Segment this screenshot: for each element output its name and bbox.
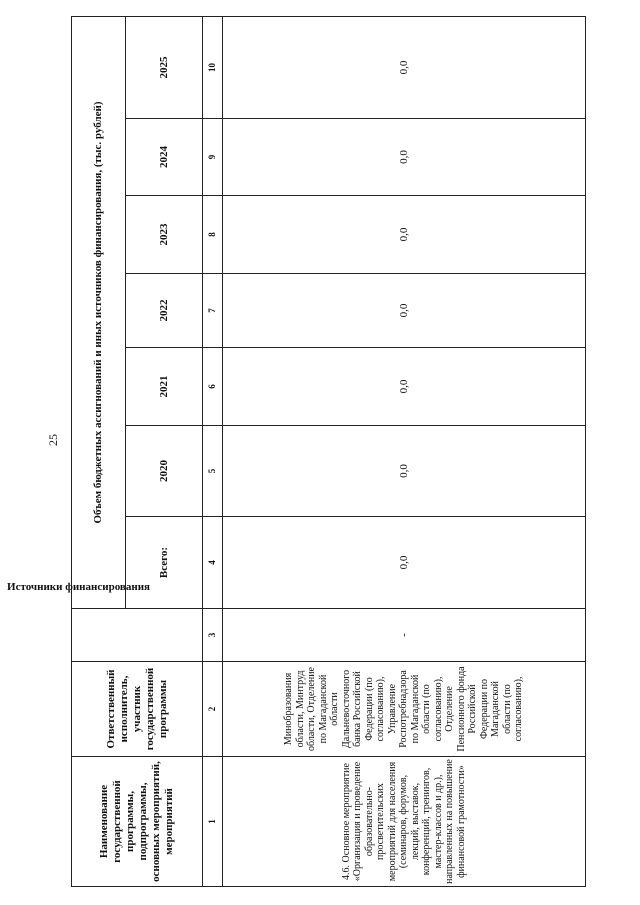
row-value-2021: 0,0 (223, 348, 586, 426)
header-total: Всего: (126, 517, 203, 609)
row-value-2023: 0,0 (223, 196, 586, 274)
header-year-2023: 2023 (126, 196, 203, 274)
table-viewport (7, 17, 586, 887)
column-number: 9 (203, 119, 223, 196)
column-number: 6 (203, 348, 223, 426)
row-source: - (223, 609, 586, 662)
row-value-2025: 0,0 (223, 16, 586, 118)
header-year-2022: 2022 (126, 274, 203, 348)
column-number: 7 (203, 274, 223, 348)
header-year-2020: 2020 (126, 426, 203, 517)
column-number: 1 (203, 757, 223, 887)
funding-table-grid (7, 16, 586, 887)
row-executor: Минобразования области, Минтруд области, Отделение по Магаданской области Дальневосточного банка Российской Федерации (по согласованию), Управление Роспотребнадзора по Магаданской области (по согласованию), Отделение Пенсионного фонда Российской Федерации по Магаданской области (по согласованию), (223, 662, 586, 757)
column-number: 5 (203, 426, 223, 517)
table-row (223, 16, 586, 886)
header-sources-cell (7, 581, 203, 662)
funding-table (7, 17, 586, 887)
header-sources: Источники финансирования (7, 581, 150, 594)
header-name: Наименование государственной программы, подпрограммы, основных мероприятий, мероприятий (72, 757, 203, 887)
header-funding-group: Объем бюджетных ассигнований и иных источников финансирования, (тыс. рублей) (72, 16, 126, 608)
row-value-2024: 0,0 (223, 119, 586, 196)
column-number: 2 (203, 662, 223, 757)
row-value-2020: 0,0 (223, 426, 586, 517)
row-value-2022: 0,0 (223, 274, 586, 348)
column-number: 10 (203, 16, 223, 118)
page-number: 25 (46, 434, 60, 446)
header-year-2024: 2024 (126, 119, 203, 196)
header-year-2025: 2025 (126, 16, 203, 118)
column-number: 8 (203, 196, 223, 274)
row-total: 0,0 (223, 517, 586, 609)
header-executor: Ответственный исполнитель, участник государственной программы (72, 662, 203, 757)
column-number: 4 (203, 517, 223, 609)
column-number-row (203, 16, 223, 886)
column-number: 3 (203, 609, 223, 662)
header-year-2021: 2021 (126, 348, 203, 426)
row-name: 4.6. Основное мероприятие «Организация и проведение образовательно-просветительских мероприятий для населения (семинаров, форумов, лекций, выставок, конференций, тренингов, мастер-классов и др.), направленных на повышение финансовой грамотности» (223, 757, 586, 887)
